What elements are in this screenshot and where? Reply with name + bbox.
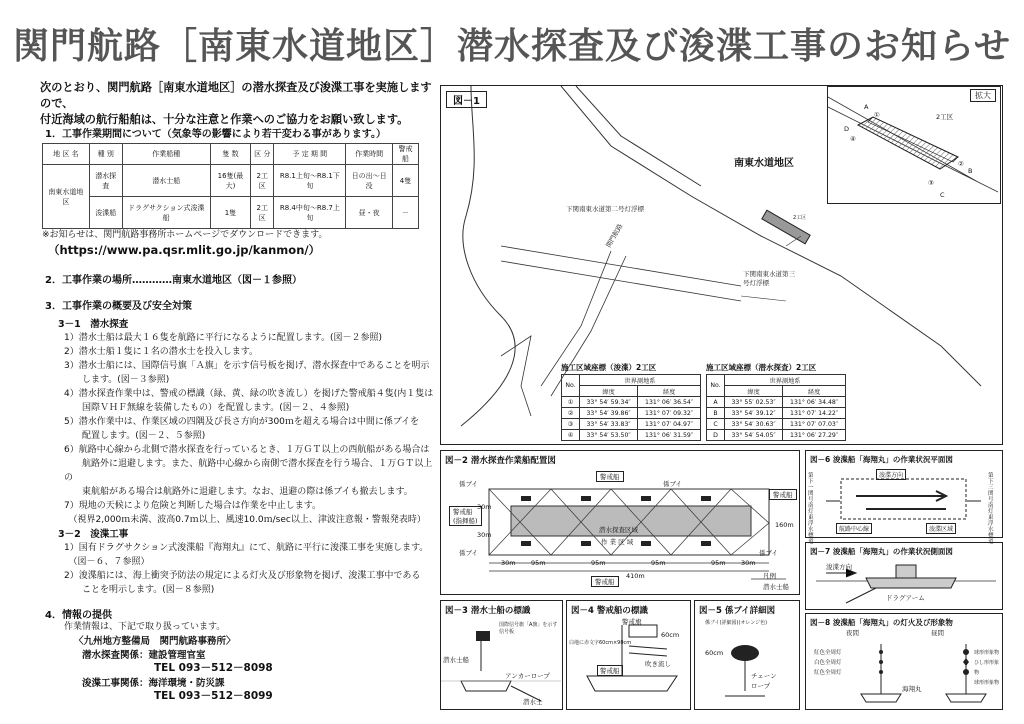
- tel-dredge[interactable]: TEL 093－512－8099: [154, 690, 273, 702]
- th: 緯度: [725, 386, 783, 397]
- dim-label: 30m: [501, 559, 516, 567]
- cell: 2工区: [251, 197, 274, 229]
- cell: ①: [562, 397, 580, 408]
- dim-label: 95m: [531, 559, 546, 567]
- th: 予 定 期 間: [274, 144, 346, 165]
- download-note: ※お知らせは、関門航路事務所ホームページでダウンロードできます。: [42, 230, 328, 240]
- cell: R8.1上旬～R8.1下旬: [274, 165, 346, 197]
- buoy-label: 第下一関号南灯東浮水標道: [808, 473, 814, 545]
- figure-1: [440, 85, 1003, 445]
- arm-label: ドラグアーム: [886, 594, 925, 602]
- cell: A: [707, 397, 725, 408]
- cell: R8.4中旬～R8.7上旬: [274, 197, 346, 229]
- list-item: 配置します。(図－２、５参照): [64, 431, 206, 441]
- point-num: ③: [928, 179, 934, 187]
- section1-heading: 1．工事作業期間について（気象等の影響により若干変わる事があります。）: [45, 129, 386, 140]
- list-item: します。(図－３参照): [64, 375, 170, 385]
- cell: 33° 54′ 54.05″: [725, 430, 783, 441]
- list-item: 6）航路中心線から北側で潜水探査を行っているとき、１万ＧＴ以上の西航船がある場合は: [64, 445, 430, 455]
- cell: 131° 06′ 27.29″: [783, 430, 846, 441]
- figure-7: [805, 542, 1003, 610]
- figure-7-caption: 図－7 浚渫船「海翔丸」の作業状況側面図: [810, 547, 953, 556]
- cell: 潜水士船: [122, 165, 210, 197]
- th: 経度: [783, 386, 846, 397]
- th: 世界測地系: [580, 375, 701, 386]
- legend-title: 凡例: [763, 572, 776, 580]
- area-label: 浚渫区域: [926, 523, 956, 534]
- dim-label: 410m: [626, 572, 645, 580]
- list-item: 東航船がある場合は航路外に退避します。なお、退避の際は係ブイも撤去します。: [64, 487, 413, 497]
- zone-label: 2工区: [793, 215, 807, 221]
- section2: [45, 271, 302, 286]
- contact-diving: [82, 647, 206, 661]
- section3-1-heading: 3－1 潜水探査: [58, 319, 129, 330]
- th: 緯度: [580, 386, 638, 397]
- boat-label: 潜水士船: [443, 656, 469, 664]
- light-label: 紅色全周灯: [814, 670, 842, 676]
- coords-dredge-title: 施工区域座標（浚渫）2工区: [561, 363, 657, 372]
- zoom-label: 拡大: [970, 89, 996, 102]
- dim-label: 95m: [711, 559, 726, 567]
- point-num: ②: [958, 160, 964, 168]
- cell: －: [393, 197, 419, 229]
- day-label: 昼間: [931, 629, 944, 637]
- buoy-label: 係ブイ: [663, 480, 682, 488]
- list-item: 2）浚渫船には、海上衝突予防法の規定による灯火及び形象物を掲げ、浚渫工事中である: [64, 571, 421, 581]
- schedule-table: [42, 143, 419, 229]
- rope-label: アンカーロープ: [505, 672, 550, 680]
- center-line-label: 航路中心線: [836, 523, 872, 534]
- guard-boat-label: 警戒船: [596, 471, 624, 482]
- dredge-items: [64, 541, 434, 597]
- section2-heading: 2．工事作業の場所: [45, 275, 132, 286]
- shapes-list: [974, 648, 1002, 688]
- night-label: 夜間: [846, 629, 859, 637]
- zoom-inset: [827, 86, 1001, 204]
- point-a: A: [864, 103, 869, 111]
- cell: 1隻: [210, 197, 250, 229]
- buoy-label: 第下三関号南灯東浮水標道: [988, 473, 994, 545]
- tel-diving[interactable]: TEL 093－512－8098: [154, 662, 273, 674]
- th: 隻 数: [210, 144, 250, 165]
- th: 区 分: [251, 144, 274, 165]
- diving-items: [64, 331, 434, 527]
- list-item: 2）潜水士船１隻に１名の潜水士を投入します。: [64, 347, 259, 357]
- buoy-size: 60cm: [705, 649, 724, 657]
- th: 作業船種: [122, 144, 210, 165]
- contact-dept: 海洋環境・防災課: [148, 678, 225, 689]
- cell: 2工区: [251, 165, 274, 197]
- dim-label: 30m: [477, 503, 492, 511]
- th: 作業時間: [346, 144, 393, 165]
- coords-dive-title: 施工区域座標（潜水探査）2工区: [706, 363, 817, 372]
- dim-label: 95m: [651, 559, 666, 567]
- cell: 131° 07′ 09.32″: [638, 408, 701, 419]
- cell: ③: [562, 419, 580, 430]
- buoy-label: 係ブイ: [459, 480, 478, 488]
- cell: 33° 54′ 30.63″: [725, 419, 783, 430]
- intro-line: 次のとおり、関門航路［南東水道地区］の潜水探査及び浚渫工事を実施しますので、: [40, 81, 432, 110]
- figure-6-caption: 図－6 浚渫船「海翔丸」の作業状況平面図: [810, 455, 953, 464]
- cell: 潜水探査: [89, 165, 122, 197]
- guard-boat-label: 警戒船: [769, 489, 797, 500]
- ship-name: 海翔丸: [902, 685, 922, 693]
- th: No.: [562, 375, 580, 397]
- cell: 33° 54′ 53.50″: [580, 430, 638, 441]
- cell: 131° 07′ 07.03″: [783, 419, 846, 430]
- cell: C: [707, 419, 725, 430]
- cell: 33° 54′ 59.34″: [580, 397, 638, 408]
- cell: 131° 07′ 14.22″: [783, 408, 846, 419]
- list-item: 航路外に退避します。また、航路中心線から南側で潜水探査を行う場合、１万ＧＴ以上の: [64, 459, 433, 483]
- cell: 16隻(最大): [210, 165, 250, 197]
- office-name: 〈九州地方整備局 関門航路事務所〉: [74, 636, 236, 647]
- list-item: （図－６、７参照）: [64, 557, 150, 567]
- th: 世界測地系: [725, 375, 846, 386]
- cell: 33° 54′ 33.83″: [580, 419, 638, 430]
- intro: [40, 80, 440, 128]
- dim-label: 30m: [741, 559, 756, 567]
- cell: 131° 06′ 31.59″: [638, 430, 701, 441]
- zone-label: 潜水探査区域: [599, 526, 638, 534]
- cell: ドラグサクション式浚渫船: [122, 197, 210, 229]
- list-item: 5）潜水作業中は、作業区域の四隅及び長さ方向が300ｍを超える場合は中間に係ブイを: [64, 417, 420, 427]
- list-item: 国際ＶＨＦ無線を装備したもの）を配置します。(図－２、４参照): [64, 403, 350, 413]
- figure-2-caption: 図－2 潜水探査作業船配置図: [445, 456, 556, 466]
- command-boat-label: 警戒船 (指揮船): [449, 506, 482, 526]
- figure-8-caption: 図－8 浚渫船「海翔丸」の灯火及び形象物: [810, 618, 953, 627]
- contact-dept: 建設管理官室: [148, 650, 206, 661]
- cell: 33° 54′ 39.12″: [725, 408, 783, 419]
- cell: 4隻: [393, 165, 419, 197]
- buoy-label: 係ブイ: [759, 549, 778, 557]
- dim-label: 160m: [775, 521, 794, 529]
- list-item: 3）潜水士船には、国際信号旗「Ａ旗」を示す信号板を掲げ、潜水探査中であることを明示: [64, 361, 430, 371]
- buoy-label: 下関南東水道第三号灯浮標: [743, 270, 795, 287]
- chain-label: チェーン: [751, 672, 777, 680]
- district-cell: 南東水道地区: [43, 165, 90, 229]
- shape-label: ひし形形象物: [974, 660, 1000, 676]
- sign-label: 国際信号旗「A旗」を示す信号板: [499, 622, 558, 635]
- section2-place: 南東水道地区（図－１参照）: [171, 275, 302, 286]
- dim-label: 95m: [591, 559, 606, 567]
- point-b: B: [968, 167, 973, 175]
- section3-2-heading: 3－2 浚渫工事: [58, 529, 129, 540]
- cell: 131° 06′ 34.48″: [783, 397, 846, 408]
- zoom-zone: 2工区: [936, 113, 954, 121]
- th: No.: [707, 375, 725, 397]
- list-item: 1）国有ドラグサクション式浚渫船『海翔丸』にて、航路に平行に浚渫工事を実施します。: [64, 543, 429, 553]
- contact-label: 潜水探査関係：: [82, 650, 149, 661]
- zoom-drawing: [828, 87, 999, 202]
- shape-label: 球形形象物: [974, 650, 1000, 656]
- cell: 昼・夜: [346, 197, 393, 229]
- cell: ④: [562, 430, 580, 441]
- cell: 33° 55′ 02.53″: [725, 397, 783, 408]
- figure-3-caption: 図－3 潜水士船の標識: [445, 606, 531, 616]
- shape-label: 球形形象物: [974, 680, 1000, 686]
- th: 地 区 名: [43, 144, 90, 165]
- lights-list: [814, 648, 842, 678]
- th: 警戒船: [393, 144, 419, 165]
- list-item: （視界2,000ｍ未満、波高0.7ｍ以上、風速10.0ｍ/sec以上、津波注意報・警報発表時）: [64, 515, 426, 525]
- point-c: C: [940, 191, 945, 199]
- homepage-url[interactable]: （https://www.pa.qsr.mlit.go.jp/kanmon/）: [48, 243, 321, 257]
- rope-label: ロープ: [751, 682, 771, 690]
- buoy-detail: 係ブイ(詳細図)(オレンジ色): [705, 620, 768, 626]
- leader-dots: …………: [131, 275, 172, 286]
- cell: 131° 06′ 36.54″: [638, 397, 701, 408]
- list-item: 4）潜水探査作業中は、警戒の標識（緑、黄、緑の吹き流し）を掲げた警戒船４隻(内１隻は: [64, 389, 434, 399]
- cell: 33° 54′ 39.86″: [580, 408, 638, 419]
- flag-size: 60cm: [661, 631, 680, 639]
- cell: 日の出～日没: [346, 165, 393, 197]
- figure-5: [694, 600, 800, 710]
- guard-boat-label: 警戒船: [591, 576, 619, 587]
- point-num: ④: [850, 135, 856, 143]
- cell: B: [707, 408, 725, 419]
- list-item: 1）潜水士船は最大１６隻を航路に平行になるように配置します。(図－２参照): [64, 333, 383, 343]
- cell: 131° 07′ 04.97″: [638, 419, 701, 430]
- buoy-label: 係ブイ: [459, 549, 478, 557]
- contact-label: 浚渫工事関係：: [82, 678, 149, 689]
- figure-2: [440, 450, 800, 595]
- legend-item: 潜水士船: [763, 583, 789, 591]
- guard-boat-label: 警戒船: [597, 665, 623, 676]
- page-title: 関門航路［南東水道地区］潜水探査及び浚渫工事のお知らせ: [13, 26, 1011, 67]
- figure-5-caption: 図－5 係ブイ詳細図: [699, 606, 776, 616]
- figure-4: [566, 600, 691, 710]
- work-area-label: 作 業 区 域: [601, 538, 634, 546]
- section4-heading: 4．情報の提供: [45, 610, 112, 621]
- figure-8: [805, 613, 1003, 710]
- light-label: 紅色全周灯: [814, 650, 842, 656]
- diver-label: 潜水士: [523, 698, 543, 706]
- light-label: 白色全周灯: [814, 660, 842, 666]
- list-item: ことを明示します。(図－８参照): [64, 585, 215, 595]
- flag-detail: 白地に赤文字60cm×90cm: [569, 640, 632, 646]
- contact-dredge: [82, 675, 225, 689]
- cell: ②: [562, 408, 580, 419]
- th: 経度: [638, 386, 701, 397]
- cell: D: [707, 430, 725, 441]
- streamer-label: 吹き流し: [645, 660, 671, 668]
- direction-label: 浚渫方向: [826, 563, 852, 571]
- th: 種 別: [89, 144, 122, 165]
- flag-label: 警戒旗: [622, 618, 642, 626]
- area-name: 南東水道地区: [734, 158, 794, 169]
- coords-dive-table: [706, 374, 846, 441]
- point-d: D: [844, 125, 850, 133]
- info-line: 作業情報は、下記で取り扱っています。: [64, 622, 226, 632]
- figure-1-label: 図－1: [446, 91, 487, 108]
- figure-3: [440, 600, 563, 710]
- figure-6: [805, 450, 1003, 545]
- buoy-label: 下関南東水道第二号灯浮標: [566, 205, 644, 213]
- dim-label: 30m: [477, 531, 492, 539]
- route-label: 関門航路: [604, 222, 625, 250]
- list-item: 7）現地の天候により危険と判断した場合は作業を中止します。: [64, 501, 322, 511]
- figure-4-caption: 図－4 警戒船の標識: [571, 606, 648, 616]
- intro-line: 付近海域の航行船舶は、十分な注意と作業へのご協力をお願い致します。: [40, 113, 409, 126]
- cell: 浚渫船: [89, 197, 122, 229]
- point-num: ①: [874, 111, 880, 119]
- coords-dredge-table: [561, 374, 701, 441]
- section3-heading: 3．工事作業の概要及び安全対策: [45, 301, 192, 312]
- direction-label: 浚渫方向: [876, 469, 906, 480]
